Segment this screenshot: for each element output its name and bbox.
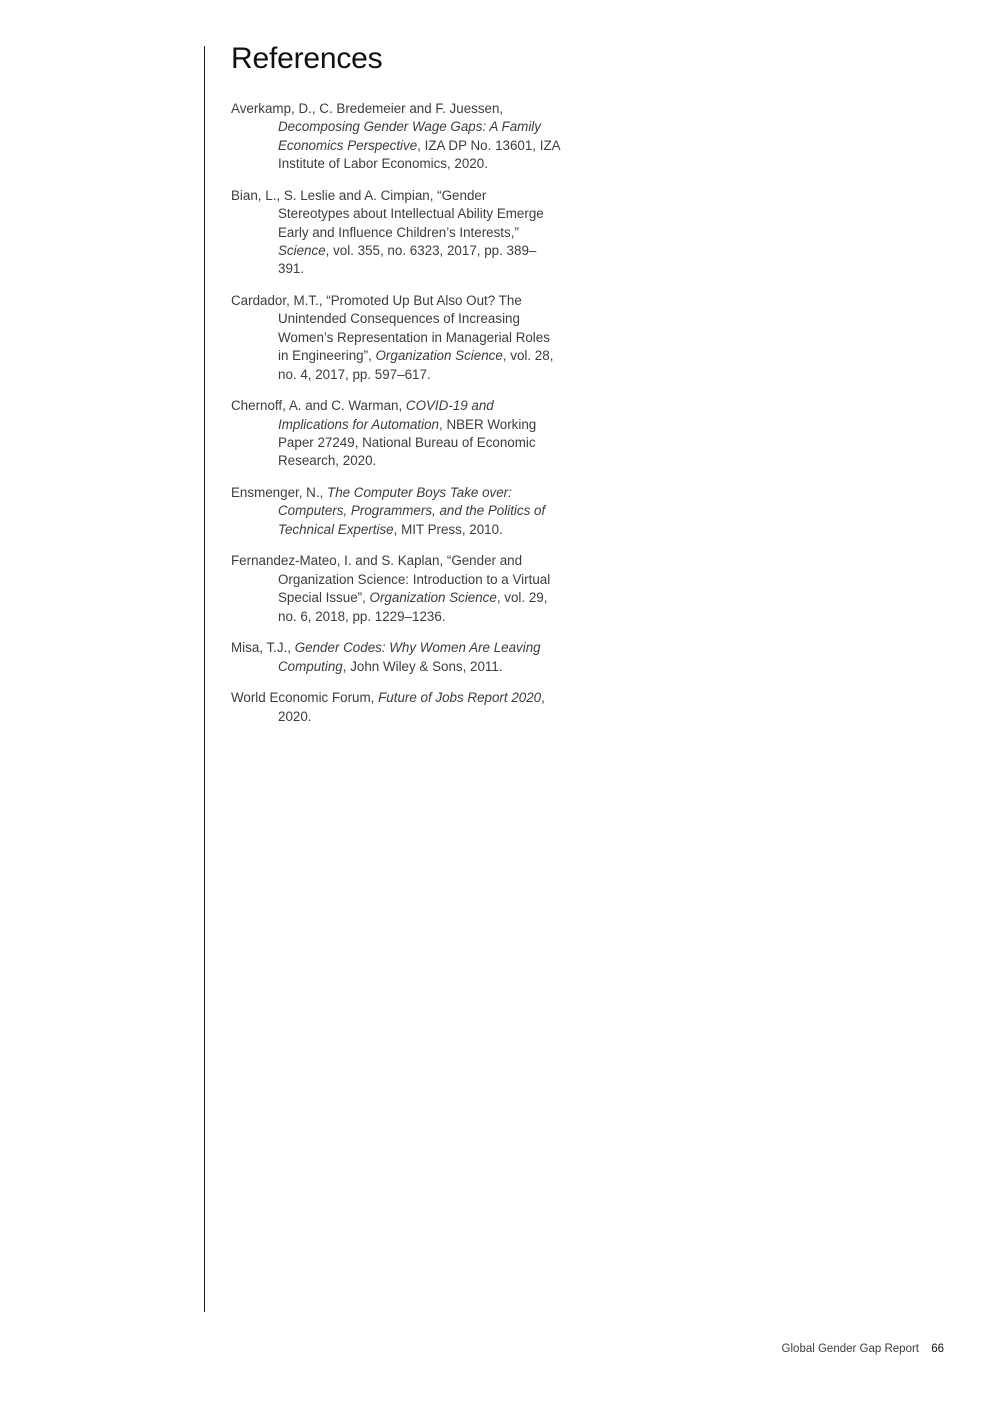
page-footer — [782, 1343, 944, 1355]
reference-text: , NBER Working Paper 27249, National Bureau of Economic Research, 2020. — [278, 416, 540, 469]
reference-title: Gender Codes: Why Women Are Leaving Computing — [278, 640, 545, 674]
reference-item — [231, 187, 561, 279]
reference-title: Future of Jobs Report 2020 — [378, 690, 542, 706]
footer-page-number: 66 — [931, 1343, 944, 1355]
reference-text: Cardador, M.T., “Promoted Up But Also Out? The Unintended Consequences of Increasing Women’s Representation in Managerial Roles in Engineering”, — [231, 293, 554, 364]
reference-item — [231, 292, 561, 384]
reference-item — [231, 552, 561, 626]
reference-item — [231, 484, 561, 539]
reference-text: , 2020. — [278, 690, 549, 724]
reference-text: , vol. 29, no. 6, 2018, pp. 1229–1236. — [278, 590, 552, 624]
reference-title: Organization Science — [375, 348, 503, 364]
reference-item — [231, 100, 564, 174]
reference-text: Ensmenger, N., — [231, 485, 328, 501]
reference-item — [231, 639, 561, 676]
reference-item — [231, 689, 561, 726]
left-vertical-rule — [204, 46, 205, 1312]
footer-report-title: Global Gender Gap Report — [781, 1343, 919, 1355]
reference-text: Bian, L., S. Leslie and A. Cimpian, “Gender Stereotypes about Intellectual Ability Emerge Early and Influence Children’s Interests,” — [231, 187, 548, 240]
reference-title: Science — [278, 243, 326, 259]
reference-text: Fernandez-Mateo, I. and S. Kaplan, “Gender and Organization Science: Introduction to a Virtual Special Issue”, — [231, 553, 554, 606]
reference-text: World Economic Forum, — [231, 690, 379, 706]
reference-title: The Computer Boys Take over: Computers, Programmers, and the Politics of Technical Expertise — [278, 485, 549, 537]
reference-text: , vol. 355, no. 6323, 2017, pp. 389–391. — [278, 243, 537, 277]
reference-text: Misa, T.J., — [231, 640, 295, 656]
reference-text: Chernoff, A. and C. Warman, — [231, 398, 406, 414]
reference-text: , MIT Press, 2010. — [393, 521, 503, 537]
reference-text: , John Wiley & Sons, 2011. — [342, 658, 503, 674]
reference-text: Averkamp, D., C. Bredemeier and F. Juessen, — [231, 101, 507, 116]
reference-item — [231, 397, 561, 471]
page-title: References — [231, 42, 383, 75]
reference-text: , IZA DP No. 13601, IZA Institute of Labor Economics, 2020. — [278, 137, 564, 172]
reference-title: COVID-19 and Implications for Automation — [278, 398, 498, 432]
reference-text: , vol. 28, no. 4, 2017, pp. 597–617. — [278, 348, 558, 382]
reference-title: Decomposing Gender Wage Gaps: A Family Economics Perspective — [278, 119, 545, 153]
reference-title: Organization Science — [369, 590, 497, 606]
reference-list — [231, 100, 564, 739]
